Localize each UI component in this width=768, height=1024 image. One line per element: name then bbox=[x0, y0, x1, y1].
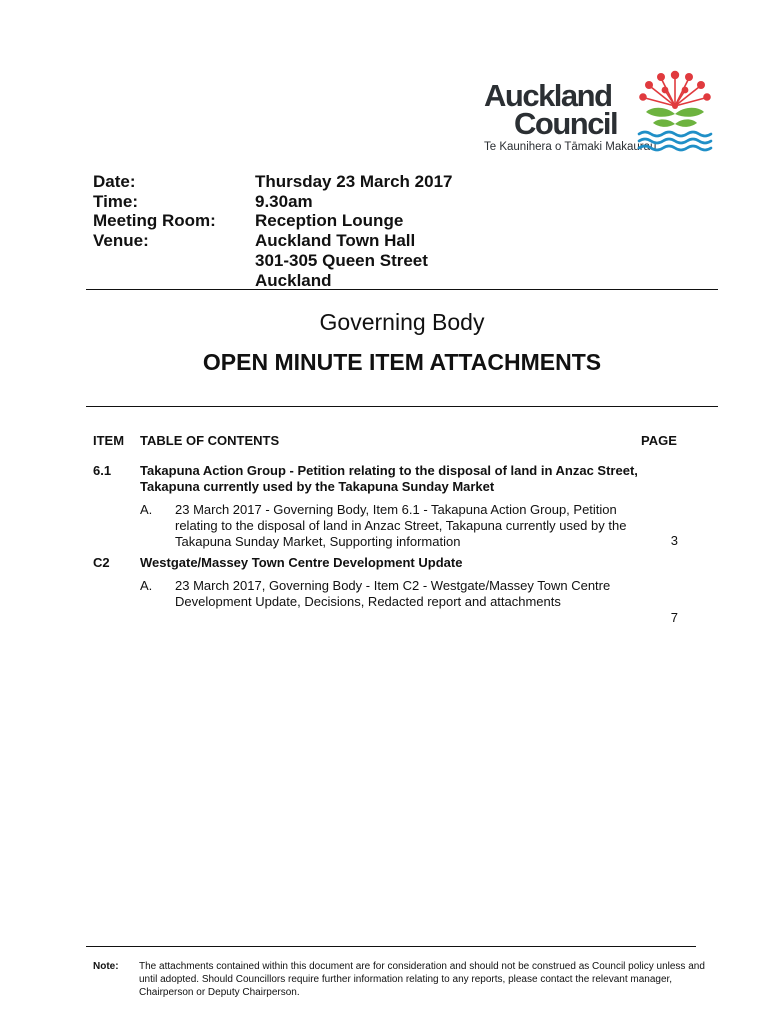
logo-tagline: Te Kaunihera o Tāmaki Makaurau bbox=[484, 141, 657, 153]
attachment-page-number: 3 bbox=[670, 533, 678, 548]
toc-item-title[interactable]: Takapuna Action Group - Petition relating to the disposal of land in Anzac Street, Takapuna currently used by the Takapuna Sunday Market bbox=[140, 463, 638, 494]
date-label: Date: bbox=[93, 172, 136, 191]
logo-wordmark-council: Council bbox=[514, 106, 618, 141]
time-label: Time: bbox=[93, 192, 139, 211]
note-label: Note: bbox=[93, 961, 119, 972]
toc-item-title[interactable]: Westgate/Massey Town Centre Development Update bbox=[140, 555, 463, 570]
attachment-page-number: 7 bbox=[670, 610, 678, 625]
note-text: The attachments contained within this document are for consideration and should not be construed as Council policy unless and until adopted. Should Councillors require further information relating to any reports, please contact the relevant manager, Chairperson or Deputy Chairperson. bbox=[139, 961, 705, 998]
venue-label: Venue: bbox=[93, 231, 149, 250]
toc-column-item: ITEM bbox=[93, 433, 125, 448]
venue-line-1: Auckland Town Hall bbox=[255, 231, 416, 250]
venue-line-2: 301-305 Queen Street bbox=[255, 251, 428, 270]
venue-line-3: Auckland bbox=[255, 271, 332, 290]
pohutukawa-logo-icon bbox=[636, 68, 714, 154]
toc-item-number: C2 bbox=[93, 555, 110, 570]
attachment-letter: A. bbox=[140, 502, 153, 517]
meeting-room-label: Meeting Room: bbox=[93, 211, 216, 230]
meeting-room-value: Reception Lounge bbox=[255, 211, 404, 230]
body-title: Governing Body bbox=[319, 309, 485, 335]
attachment-link[interactable]: 23 March 2017, Governing Body - Item C2 - Westgate/Massey Town Centre Development Update, Decisions, Redacted report and attachments bbox=[175, 578, 611, 609]
toc-item-number: 6.1 bbox=[93, 463, 112, 478]
divider-top bbox=[86, 289, 718, 290]
toc-column-contents: TABLE OF CONTENTS bbox=[140, 433, 280, 448]
attachment-link[interactable]: 23 March 2017 - Governing Body, Item 6.1 - Takapuna Action Group, Petition relating to the disposal of land in Anzac Street, Takapuna currently used by the Takapuna Sunday Market, Supporting information bbox=[175, 502, 627, 549]
divider-footer bbox=[86, 946, 696, 947]
document-title: OPEN MINUTE ITEM ATTACHMENTS bbox=[202, 349, 602, 375]
logo-wordmark-auckland: Auckland bbox=[484, 78, 612, 113]
toc-column-page: PAGE bbox=[641, 433, 677, 448]
date-value: Thursday 23 March 2017 bbox=[255, 172, 453, 191]
divider-middle bbox=[86, 406, 718, 407]
time-value: 9.30am bbox=[255, 192, 313, 211]
attachment-letter: A. bbox=[140, 578, 153, 593]
